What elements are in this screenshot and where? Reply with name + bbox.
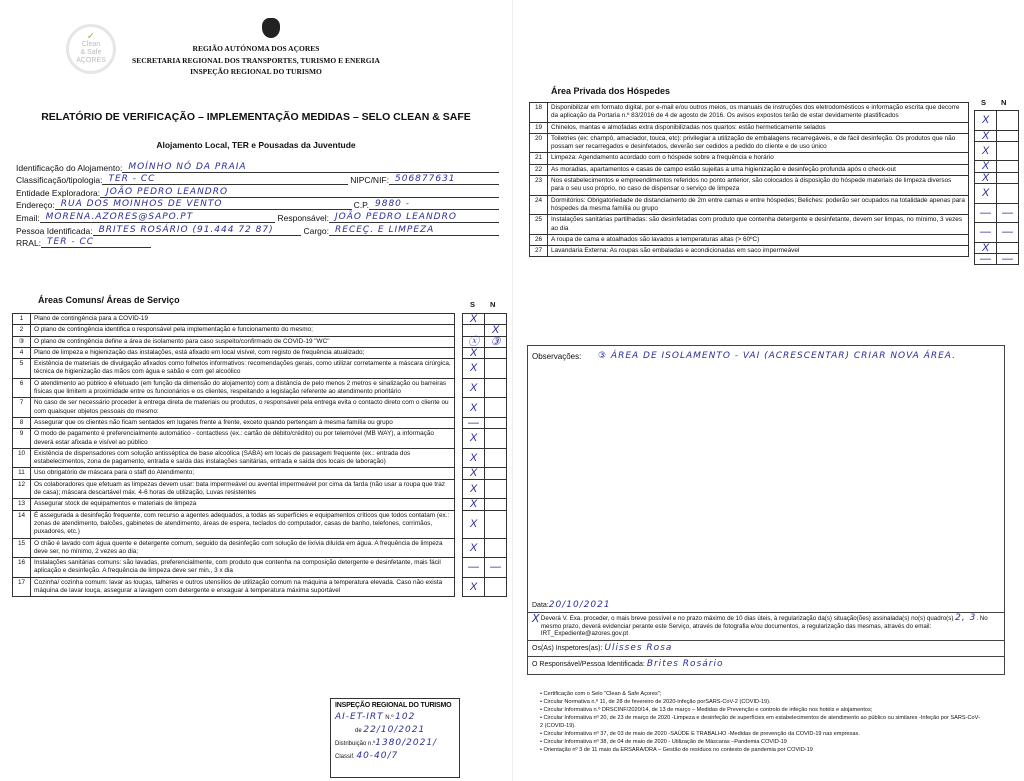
document-title: RELATÓRIO DE VERIFICAÇÃO – IMPLEMENTAÇÃO MEDIDAS – SELO CLEAN & SAFE	[41, 111, 471, 123]
reference-item: • Circular Informativa nº 38, de 04 de maio de 2020 - Utilização de Máscaras –Pandemia COVID-19	[540, 738, 980, 746]
item-text: No caso de ser necessário proceder à entrega direta de materiais ou produtos, o responsável pela entrega evita o contacto direto com o cliente ou com quaisquer objetos pessoais do mesmo:	[31, 398, 455, 418]
quadros-value[interactable]: 2, 3	[955, 613, 977, 623]
table-row	[530, 234, 969, 245]
item-text: Toiletries (ex: champô, amaciador, touca, etc): privilegiar a utilização de embalagens recarregáveis, e de fácil desinfeção. Os produtos que não possam ser recarregados e desinfetados, deverão ser cedidos a pedido do cliente e de uso único	[548, 133, 969, 153]
item-number: 27	[530, 246, 548, 257]
checkbox-s[interactable]: X	[463, 499, 485, 510]
table-row	[13, 398, 455, 418]
mark-row	[463, 558, 507, 578]
item-number: 7	[13, 398, 31, 418]
coat-of-arms-icon	[262, 18, 280, 38]
item-number: 20	[530, 133, 548, 153]
checkbox-n[interactable]	[485, 359, 507, 379]
item-text: Disponibilizar em formato digital, por e-mail e/ou outros meios, os manuais de instruções dos eletrodomésticos e informação escrita que decorre da aplicação da Portaria n.º 83/2016 de 4 de agosto de 2016. Os avisos expostos terão de estar devidamente plastificados	[548, 103, 969, 123]
item-number: 11	[13, 468, 31, 479]
item-text: Dormitórios: Obrigatoriedade de distanciamento de 2m entre camas e entre hóspedes; Beliches: poderão ser ocupados na totalidade apenas para hóspedes da mesma família ou grupo	[548, 195, 969, 215]
table-row	[530, 176, 969, 196]
mark-row	[463, 336, 507, 347]
checkbox-s[interactable]: X	[463, 347, 485, 358]
table-row	[530, 195, 969, 215]
reference-item: • Circular Normativa n.º 11, de 28 de fevereiro de 2020-Infeção porSARS-CoV-2 (COVID-19).	[540, 698, 980, 706]
field-label: RRAL:	[16, 238, 42, 249]
checkbox-s[interactable]: X	[463, 479, 485, 499]
checkbox-n[interactable]	[485, 429, 507, 449]
checkbox-n[interactable]: —	[997, 203, 1019, 223]
mark-row	[463, 577, 507, 597]
table-row	[13, 499, 455, 510]
checkbox-s[interactable]: —	[463, 558, 485, 578]
checkbox-s[interactable]: X	[463, 314, 485, 325]
mark-row	[975, 184, 1019, 204]
reference-item: • Circular Informativa n.º DRSCINF/2020/14, de 13 de março – Medidas de Prevenção e controlo de infeção nos hotéis e alojamentos;	[540, 706, 980, 714]
table-row	[13, 325, 455, 336]
mark-row	[463, 468, 507, 479]
mark-row	[463, 429, 507, 449]
item-number: 22	[530, 164, 548, 175]
mark-row	[975, 130, 1019, 141]
date-label: Data:	[532, 602, 549, 609]
checkbox-n[interactable]	[997, 172, 1019, 183]
table-row	[13, 468, 455, 479]
stamp-class-label: Classif.	[335, 754, 355, 760]
table-row	[530, 215, 969, 235]
observations-label: Observações:	[532, 352, 582, 361]
checkbox-s[interactable]: X	[463, 448, 485, 468]
item-number: 4	[13, 347, 31, 358]
notice-checkbox[interactable]: X	[532, 612, 541, 625]
mark-row	[463, 510, 507, 538]
checkbox-s[interactable]: X	[975, 130, 997, 141]
checkbox-n[interactable]	[997, 130, 1019, 141]
stamp-de-label: de	[355, 728, 362, 734]
item-number: 6	[13, 378, 31, 398]
checkbox-s[interactable]: X	[463, 359, 485, 379]
mark-row	[975, 141, 1019, 161]
mark-row	[463, 479, 507, 499]
field-label: Classificação/tipologia:	[16, 175, 103, 186]
item-number: 19	[530, 122, 548, 133]
nif-field[interactable]: 506877631	[389, 174, 499, 185]
mark-row	[975, 242, 1019, 253]
table-row	[13, 538, 455, 558]
checkbox-s[interactable]: —	[975, 254, 997, 265]
checkbox-n[interactable]	[485, 499, 507, 510]
checkbox-n[interactable]	[997, 111, 1019, 131]
mark-row	[463, 347, 507, 358]
document-subtitle: Alojamento Local, TER e Pousadas da Juventude	[156, 140, 356, 150]
item-text: Assegurar que os clientes não ficam sentados em lugares frente a frente, exceto quando pertençam à mesma família ou grupo	[31, 417, 455, 428]
reference-item: • Certificação com o Selo "Clean & Safe Açores";	[540, 690, 980, 698]
mark-row	[463, 499, 507, 510]
table-row	[530, 122, 969, 133]
item-number: 13	[13, 499, 31, 510]
table-row	[13, 448, 455, 468]
references-list	[540, 690, 980, 754]
item-number: 23	[530, 176, 548, 196]
responsible-signature: Brites Rosário	[646, 659, 724, 669]
item-number: 2	[13, 325, 31, 336]
item-text: Lavandaria Externa: As roupas são embaladas e acondicionadas em saco impermeável	[548, 246, 969, 257]
checkbox-s[interactable]: X	[975, 111, 997, 131]
table-row	[530, 246, 969, 257]
item-number: 25	[530, 215, 548, 235]
section-heading-common: Áreas Comuns/ Áreas de Serviço	[38, 295, 180, 305]
item-text: Plano de limpeza e higienização das instalações, está afixado em local visível, com registo de frequência atualizado;	[31, 347, 455, 358]
checkbox-s[interactable]: X	[975, 161, 997, 172]
ident-field[interactable]: MOÍNHO NÓ DA PRAIA	[122, 162, 499, 173]
field-label: Email:	[16, 212, 40, 223]
section-heading-private: Área Privada dos Hóspedes	[551, 86, 671, 96]
checkbox-n[interactable]	[485, 538, 507, 558]
checkbox-n[interactable]: —	[997, 254, 1019, 265]
item-text: Instalações sanitárias comuns: são lavadas, preferencialmente, com produto que contenha na composição detergente e desinfetante, mais fácil aplicação e desinfeção. A frequência de limpeza deve ser min., 3 x dia	[31, 558, 455, 578]
entity-field[interactable]: JOÃO PEDRO LEANDRO	[100, 187, 499, 198]
field-label: Entidade Exploradora:	[16, 187, 101, 198]
mark-row	[463, 325, 507, 336]
header-secretaria: SECRETARIA REGIONAL DOS TRANSPORTES, TURISMO E ENERGIA	[132, 56, 380, 65]
date-row	[528, 598, 1004, 612]
table-row	[13, 417, 455, 428]
item-text: Nos estabelecimentos e empreendimentos referidos no ponto anterior, são colocados à disposição do hóspede materiais de limpeza diversos para o seu uso próprio, no caso de dispensar o serviço de limpeza	[548, 176, 969, 196]
notice-text: Deverá V. Exa. proceder, o mais breve possível e no prazo máximo de 10 dias úteis, à regularização da(s) situação(ões) assinalada(s) no(s) quadro(s)	[540, 615, 954, 622]
mark-row	[975, 254, 1019, 265]
item-number: ③	[13, 336, 31, 347]
checkbox-s[interactable]: X	[975, 172, 997, 183]
table-row	[530, 103, 969, 123]
checkbox-n[interactable]	[485, 378, 507, 398]
checkbox-n[interactable]	[997, 161, 1019, 172]
reference-item: • Circular Informativa nº 37, de 03 de maio de 2020 -SAÚDE E TRABALHO -Medidas de prevenção da COVID-19 nas empresas.	[540, 730, 980, 738]
item-text: As moradias, apartamentos e casas de campo estão sujeitas a uma higienização e desinfeção profunda após o check-out	[548, 164, 969, 175]
item-text: Uso obrigatório de máscara para o staff do Atendimento;	[31, 468, 455, 479]
responsible-label: O Responsável/Pessoa Identificada:	[532, 661, 645, 668]
common-areas-marks	[462, 313, 507, 597]
inspectors-row	[528, 640, 1004, 655]
table-row	[13, 359, 455, 379]
checkbox-s[interactable]: —	[463, 417, 485, 428]
email-field[interactable]: MORENA.AZORES@SAPO.PT	[40, 212, 276, 223]
item-number: 12	[13, 479, 31, 499]
person-field[interactable]: BRITES ROSÁRIO (91.444 72 87)	[93, 225, 302, 236]
checkbox-s[interactable]: X	[463, 538, 485, 558]
item-number: 8	[13, 417, 31, 428]
responsible-row	[528, 656, 1004, 671]
checkbox-s[interactable]	[463, 325, 485, 336]
notice-text-2: . No mesmo prazo, deverá evidenciar perante este Serviço, através de fotografia e/ou documentos, a regularização das mesmas, através do email: IRT_Expediente@azores.gov.pt	[540, 615, 988, 637]
stamp-date: 22/10/2021	[363, 725, 426, 735]
checkbox-n[interactable]: —	[997, 223, 1019, 243]
table-row	[530, 153, 969, 164]
mark-row	[463, 398, 507, 418]
inspectors-signature: Ulisses Rosa	[604, 643, 673, 653]
private-areas-marks	[974, 110, 1019, 265]
checkbox-n[interactable]	[997, 184, 1019, 204]
field-label: NIPC/NIF:	[350, 175, 389, 186]
item-text: Instalações sanitárias partilhadas: são desinfetadas com produto que contenha detergente e desinfetante, devem ser limpas, no mínimo, 3 vezes ao dia	[548, 215, 969, 235]
table-row	[13, 429, 455, 449]
table-row	[13, 378, 455, 398]
checkbox-s[interactable]: ⓧ	[463, 336, 485, 347]
stamp-number: 102	[395, 712, 416, 722]
table-row	[13, 314, 455, 325]
checkbox-n[interactable]	[485, 314, 507, 325]
item-number: 17	[13, 577, 31, 597]
item-number: 15	[13, 538, 31, 558]
mark-row	[463, 359, 507, 379]
mark-row	[463, 448, 507, 468]
checkbox-n[interactable]	[485, 417, 507, 428]
item-text: O plano de contingência define a área de isolamento para caso suspeito/confirmado de COVID-19 "WC"	[31, 336, 455, 347]
checkbox-s[interactable]: X	[463, 429, 485, 449]
col-n-label: N	[490, 300, 496, 309]
checkbox-s[interactable]: X	[463, 468, 485, 479]
mark-row	[975, 111, 1019, 131]
col-n-label: N	[1001, 98, 1007, 107]
checkbox-s[interactable]: X	[975, 184, 997, 204]
observations-text[interactable]: ③ ÁREA DE ISOLAMENTO - VAI (ACRESCENTAR) CRIAR NOVA ÁREA.	[598, 351, 956, 361]
checkbox-s[interactable]: X	[463, 378, 485, 398]
date-value[interactable]: 20/10/2021	[548, 600, 611, 610]
checkbox-n[interactable]	[997, 242, 1019, 253]
table-row	[13, 347, 455, 358]
col-s-label: S	[470, 300, 476, 309]
postal-code-field[interactable]: 9880 -	[369, 199, 499, 210]
inspectors-label: Os(As) Inspetores(as):	[532, 645, 603, 652]
field-label: Identificação do Alojamento:	[16, 162, 123, 173]
checkbox-n[interactable]	[485, 398, 507, 418]
item-text: Limpeza: Agendamento acordado com o hóspede sobre a frequência e horário	[548, 153, 969, 164]
role-field[interactable]: RECEÇ. E LIMPEZA	[329, 225, 499, 236]
item-number: 9	[13, 429, 31, 449]
stamp-dist: 1380/2021/	[375, 738, 438, 748]
item-text: Existência de dispensadores com solução antisséptica de base alcoólica (SABA) em locais de passagem frequente (ex.: entrada dos estabelecimentos, zona de pagamento, entrada e saída das instalações sanitárias, entrada e saída dos locais de laboração)	[31, 448, 455, 468]
mark-row	[463, 417, 507, 428]
field-label: Cargo:	[303, 225, 329, 236]
checkbox-n[interactable]	[485, 448, 507, 468]
table-row	[13, 479, 455, 499]
item-text: Os colaboradores que efetuam as limpezas devem usar: bata impermeável ou avental impermeável por cima da farda (não usar a roupa que traz de casa); máscara descartável máx. 4-6 horas de utilização, Luvas resistentes	[31, 479, 455, 499]
address-field[interactable]: RUA DOS MOINHOS DE VENTO	[55, 199, 352, 210]
table-row	[530, 164, 969, 175]
item-number: 5	[13, 359, 31, 379]
table-row	[13, 558, 455, 578]
mark-row	[463, 378, 507, 398]
item-text: O plano de contingência identifica o responsável pela implementação e funcionamento do mesmo;	[31, 325, 455, 336]
field-label: Endereço:	[16, 200, 55, 211]
stamp-dist-label: Distribuição n.º	[335, 741, 376, 747]
mark-row	[463, 538, 507, 558]
item-number: 16	[13, 558, 31, 578]
stamp-ref: AI-ET-IRT	[335, 712, 384, 722]
checkbox-s[interactable]: X	[975, 141, 997, 161]
common-areas-table	[12, 313, 455, 597]
mark-row	[975, 161, 1019, 172]
reception-stamp	[330, 698, 460, 778]
mark-row	[463, 314, 507, 325]
field-label: C.P.	[353, 200, 369, 211]
item-number: 24	[530, 195, 548, 215]
notice-row	[528, 612, 1004, 640]
class-field[interactable]: TER - CC	[102, 174, 348, 185]
item-number: 14	[13, 510, 31, 538]
identification-fields	[16, 160, 501, 248]
item-text: O atendimento ao público é efetuado (em função da dimensão do alojamento) com a distância de pelo menos 2 metros e sinalização ou barreiras físicas que limitem a proximidade entre os funcionários e os clientes, respeitando a legislação referente ao atendimento prioritário	[31, 378, 455, 398]
item-number: 21	[530, 153, 548, 164]
mark-row	[975, 223, 1019, 243]
table-row	[13, 510, 455, 538]
checkbox-s[interactable]: —	[975, 223, 997, 243]
checkbox-n[interactable]: X	[485, 325, 507, 336]
checkbox-n[interactable]	[485, 510, 507, 538]
checkbox-n[interactable]	[997, 141, 1019, 161]
field-label: Pessoa Identificada:	[16, 225, 93, 236]
item-text: Assegurar stock de equipamentos e materiais de limpeza	[31, 499, 455, 510]
item-number: 1	[13, 314, 31, 325]
checkbox-s[interactable]: X	[975, 242, 997, 253]
checkbox-n[interactable]: —	[485, 558, 507, 578]
stamp-class: 40-40/7	[356, 751, 399, 761]
checkbox-s[interactable]: X	[463, 577, 485, 597]
table-row	[13, 336, 455, 347]
header-inspecao: INSPEÇÃO REGIONAL DO TURISMO	[190, 67, 322, 76]
stamp-n-label: N.º	[385, 715, 394, 721]
checkbox-s[interactable]: X	[463, 510, 485, 538]
item-text: Plano de contingência para a COVID-19	[31, 314, 455, 325]
item-number: 26	[530, 234, 548, 245]
checkbox-n[interactable]	[485, 577, 507, 597]
checkbox-s[interactable]: X	[463, 398, 485, 418]
item-number: 18	[530, 103, 548, 123]
item-text: Cozinha/ cozinha comum: lavar as louças, talheres e outros utensílios de utilização comum na máquina a temperatura elevada. Caso não exista máquina de lavar louça, assegurar a lavagem com detergente e enxaguar à temperatura máxima suportável	[31, 577, 455, 597]
col-s-label: S	[981, 98, 987, 107]
responsible-field[interactable]: JOÃO PEDRO LEANDRO	[329, 212, 499, 223]
checkbox-n[interactable]	[485, 479, 507, 499]
private-areas-table	[529, 102, 969, 257]
checkbox-n[interactable]	[485, 468, 507, 479]
table-row	[13, 577, 455, 597]
item-text: A roupa de cama e atoalhados são lavados a temperaturas altas (> 60ºC)	[548, 234, 969, 245]
clean-safe-logo: ✓ Clean & Safe AÇORES	[66, 24, 116, 74]
checkbox-s[interactable]: —	[975, 203, 997, 223]
item-text: Existência de materiais de divulgação afixados como folhetos informativos: recomendações gerais, como utilizar corretamente a máscara cirúrgica, técnica de higienização das mãos com água e sabão e com gel alcoólico	[31, 359, 455, 379]
stamp-title: INSPEÇÃO REGIONAL DO TURISMO	[335, 702, 452, 709]
checkbox-n[interactable]: ③	[485, 336, 507, 347]
reference-item: • Circular Informativa nº 20, de 23 de março de 2020 -Limpeza e desinfeção de superfícies em estabelecimentos de atendimento ao público ou similares -Infeção por SARS-CoV-2 (COVID-19).	[540, 714, 980, 730]
reference-item: • Orientação nº 3 de 11 maio da ERSARA/DRA – Gestão de resíduos no contexto de pandemia por COVID-19	[540, 746, 980, 754]
item-text: O modo de pagamento é preferencialmente automático - contactless (ex.: cartão de débito/crédito) ou por telemóvel (MB WAY), a informação deverá estar afixada e visível ao público	[31, 429, 455, 449]
table-row	[530, 133, 969, 153]
item-text: O chão é lavado com água quente e detergente comum, seguido da desinfeção com solução de lixívia diluída em água. A frequência de limpeza deve ser, no mínimo, 2 vezes ao dia;	[31, 538, 455, 558]
rral-field[interactable]: TER - CC	[41, 237, 151, 248]
header-region: REGIÃO AUTÓNOMA DOS AÇORES	[192, 44, 320, 53]
checkbox-n[interactable]	[485, 347, 507, 358]
item-text: É assegurada a desinfeção frequente, com recurso a agentes adequados, a todas as superfícies e equipamentos críticos que todos contatam (ex.: zonas de atendimento, balcões, gabinetes de atendimento, áreas de espera, teclados do computador, casas de banho, telefones, corrimãos, puxadores, etc.)	[31, 510, 455, 538]
mark-row	[975, 172, 1019, 183]
item-number: 10	[13, 448, 31, 468]
observations-box	[527, 345, 1005, 675]
mark-row	[975, 203, 1019, 223]
field-label: Responsável:	[277, 212, 329, 223]
item-text: Chinelos, mantas e almofadas extra disponibilizadas nos quartos: estão hermeticamente selados	[548, 122, 969, 133]
